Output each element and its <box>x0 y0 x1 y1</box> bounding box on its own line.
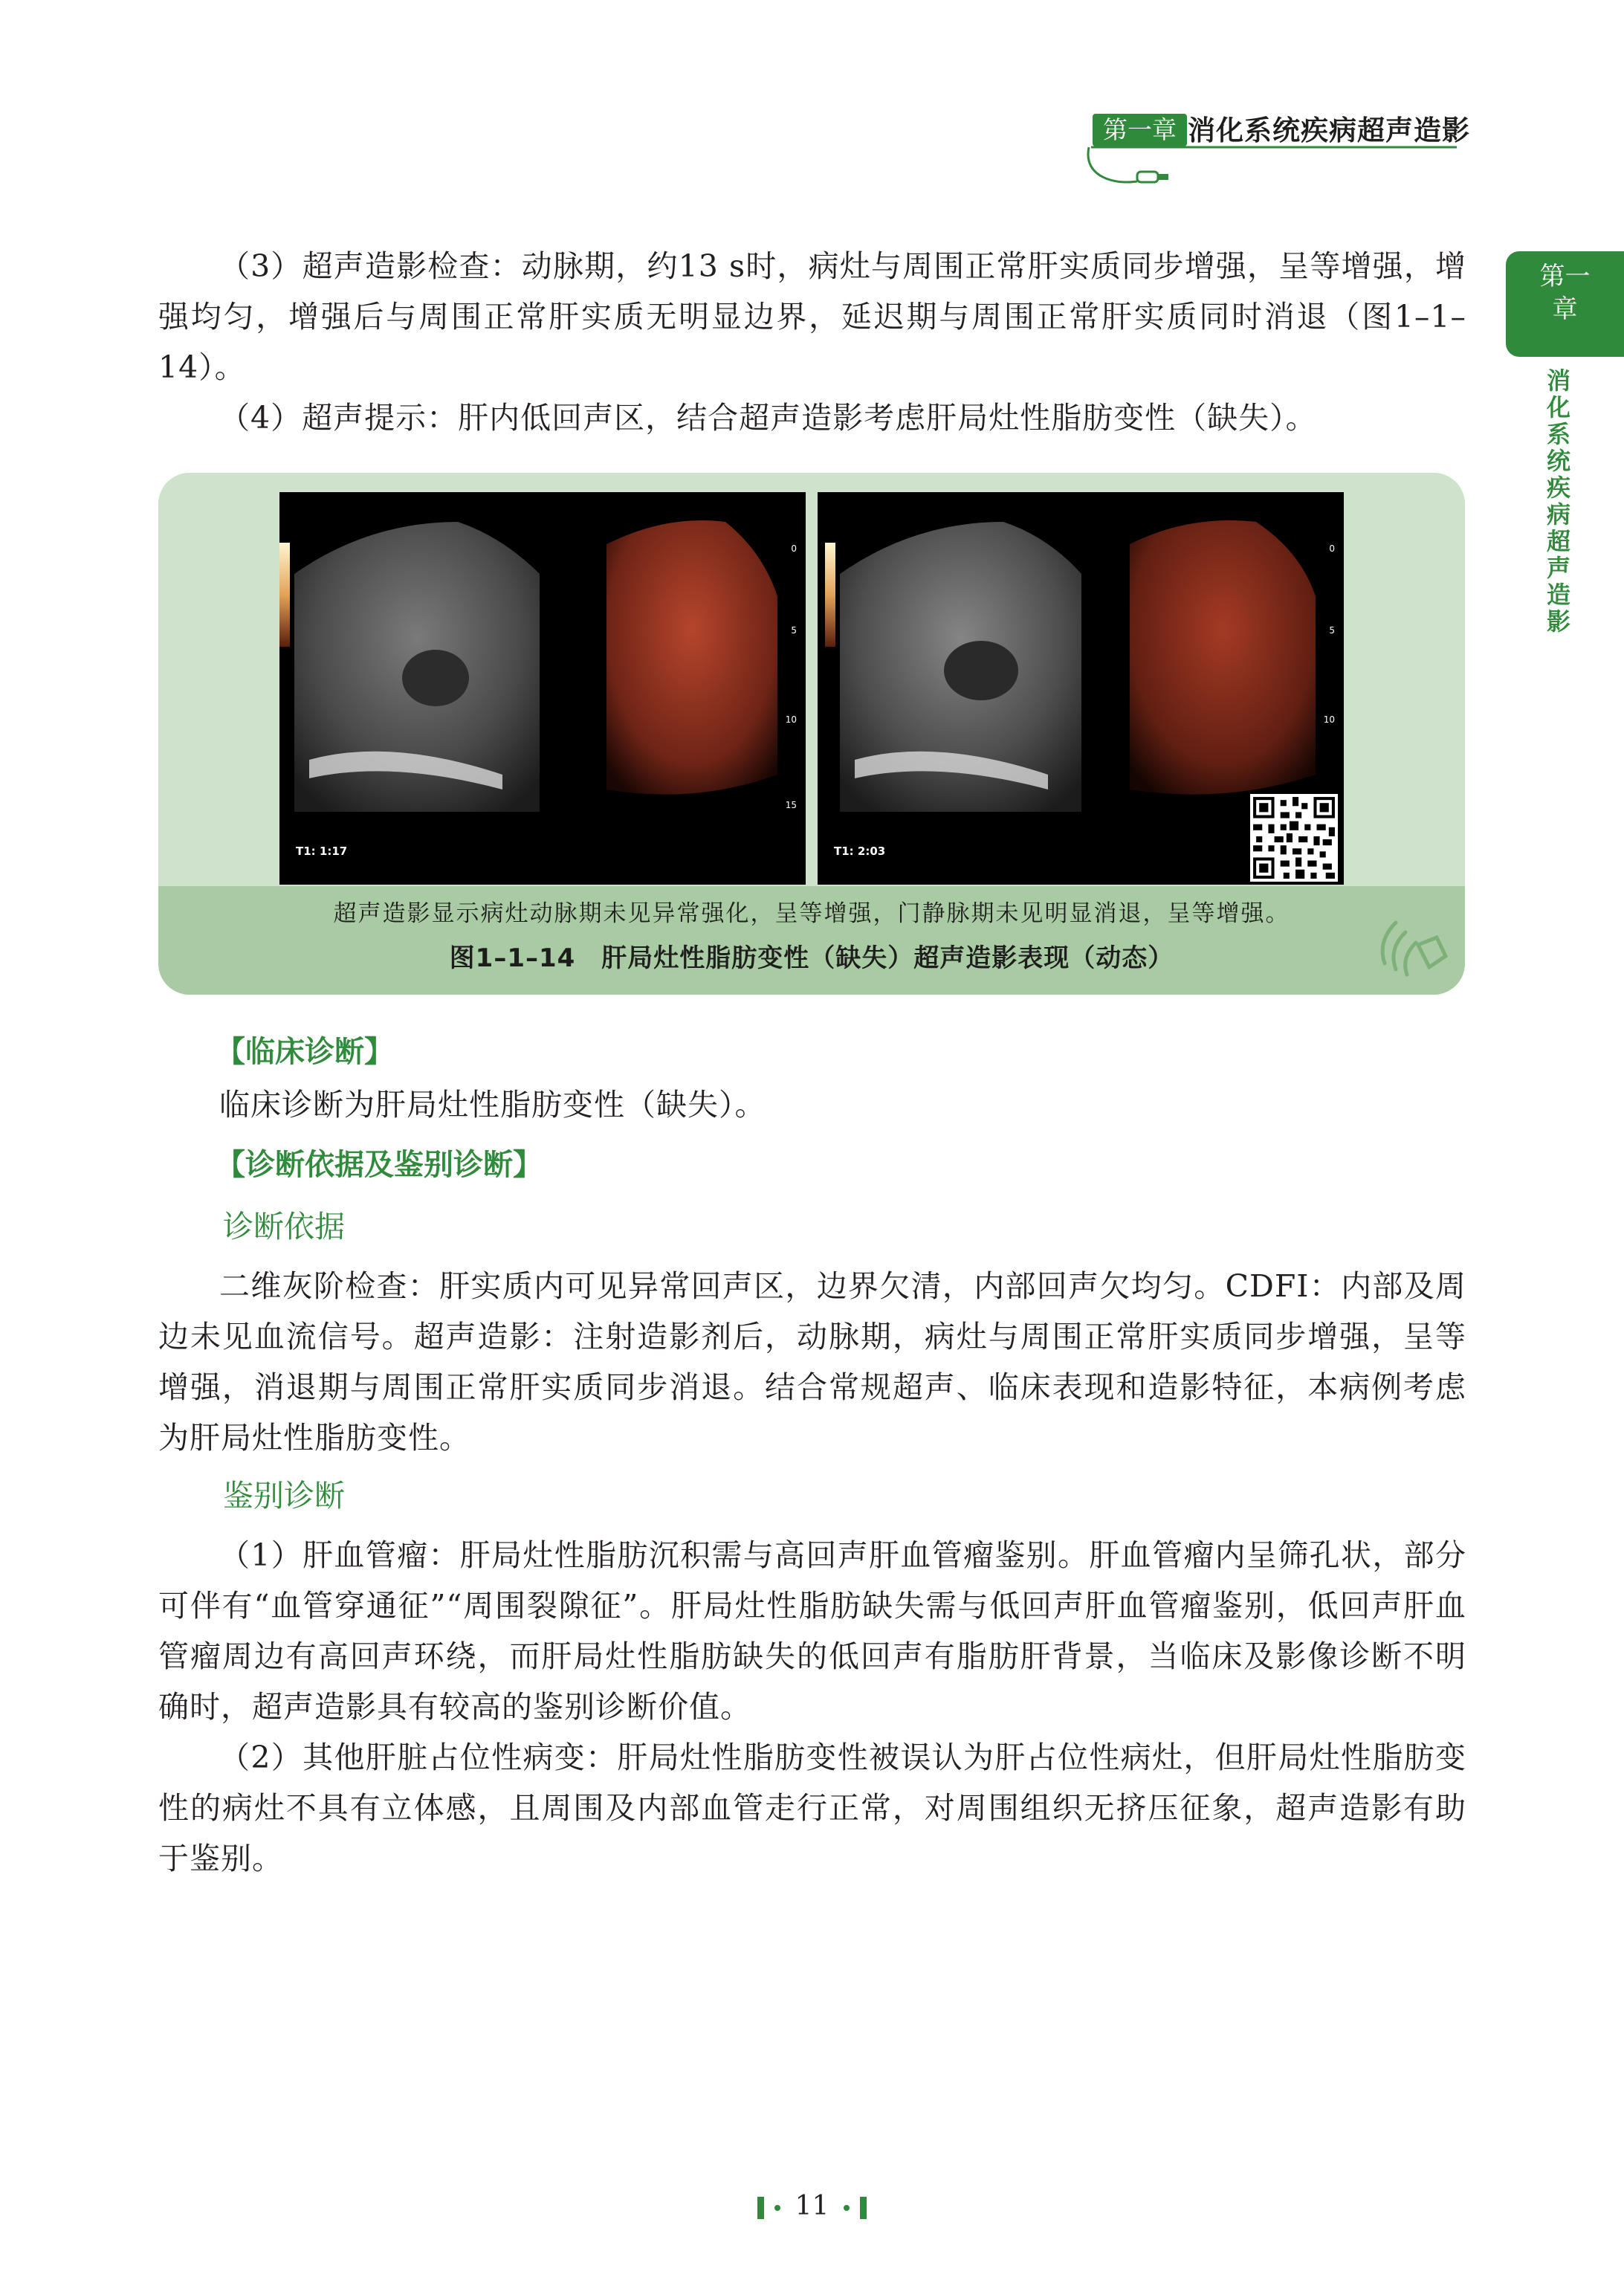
ultrasound-panel-left <box>279 492 806 885</box>
paragraph-clinical-diagnosis: 临床诊断为肝局灶性脂肪变性（缺失）。 <box>219 1087 766 1123</box>
page-number-dot-left <box>774 2205 780 2211</box>
section-heading-diagnosis: 【诊断依据及鉴别诊断】 <box>216 1148 543 1182</box>
depth-tick-left-15: 15 <box>785 800 797 810</box>
paragraph-diagnosis-basis: 二维灰阶检查：肝实质内可见异常回声区，边界欠清，内部回声欠均匀。CDFI：内部及周边未见血流信号。超声造影：注射造影剂后，动脉期，病灶与周围正常肝实质同步增强，呈等增强，消退期与周围正常肝实质同步消退。结合常规超声、临床表现和造影特征，本病例考虑为肝局灶性脂肪变性。 <box>158 1268 1466 1456</box>
figure-1-1-14 <box>158 473 1465 995</box>
depth-tick-right-10: 10 <box>1323 714 1335 725</box>
paragraph-ceus-exam: （3）超声造影检查：动脉期，约13 s时，病灶与周围正常肝实质同步增强，呈等增强，增强均匀，增强后与周围正常肝实质无明显边界，延迟期与周围正常肝实质同时消退（图1–1–14）。 <box>158 248 1466 385</box>
panel-label-right: T1: 2:03 <box>834 845 886 858</box>
depth-tick-left-0: 0 <box>791 543 797 554</box>
panel-label-left: T1: 1:17 <box>296 845 348 858</box>
page-number-dot-right <box>844 2205 850 2211</box>
ultrasound-image-left <box>279 492 806 885</box>
subheading-differential: 鉴别诊断 <box>223 1478 345 1514</box>
side-tab-line2: 章 <box>1552 294 1578 324</box>
paragraph-ultrasound-hint: （4）超声提示：肝内低回声区，结合超声造影考虑肝局灶性脂肪变性（缺失）。 <box>219 400 1317 436</box>
section-heading-clinical: 【临床诊断】 <box>216 1035 394 1069</box>
depth-tick-left-5: 5 <box>791 625 797 636</box>
ultrasound-probe-icon <box>1362 904 1452 986</box>
depth-tick-right-0: 0 <box>1329 543 1335 554</box>
page-number: 11 <box>795 2191 829 2221</box>
qr-code-icon[interactable] <box>1250 794 1338 882</box>
paragraph-differential-2: （2）其他肝脏占位性病变：肝局灶性脂肪变性被误认为肝占位性病灶，但肝局灶性脂肪变性的病灶不具有立体感，且周围及内部血管走行正常，对周围组织无挤压征象，超声造影有助于鉴别。 <box>158 1740 1466 1876</box>
chapter-tag: 第一章 <box>1093 114 1187 146</box>
page-footer <box>0 2184 1624 2229</box>
page-number-mark-left <box>757 2197 764 2219</box>
depth-tick-left-10: 10 <box>785 714 797 725</box>
running-header <box>1085 110 1472 192</box>
chapter-side-tab <box>1506 251 1624 357</box>
ultrasound-panel-right <box>818 492 1344 885</box>
subheading-diagnosis-basis: 诊断依据 <box>223 1209 345 1244</box>
figure-caption-note: 超声造影显示病灶动脉期未见异常强化，呈等增强，门静脉期未见明显消退，呈等增强。 <box>333 900 1290 927</box>
chapter-title: 消化系统疾病超声造影 <box>1188 114 1470 146</box>
side-tab-line1: 第一 <box>1539 262 1591 291</box>
page-number-mark-right <box>860 2197 867 2219</box>
paragraph-differential-1: （1）肝血管瘤：肝局灶性脂肪沉积需与高回声肝血管瘤鉴别。肝血管瘤内呈筛孔状，部分可伴有“血管穿通征”“周围裂隙征”。肝局灶性脂肪缺失需与低回声肝血管瘤鉴别，低回声肝血管瘤周边有高回声环绕，而肝局灶性脂肪缺失的低回声有脂肪肝背景，当临床及影像诊断不明确时，超声造影具有较高的鉴别诊断价值。 <box>158 1537 1466 1725</box>
side-vertical-title: 消化系统疾病超声造影 <box>1543 368 1571 636</box>
figure-caption-title: 图1–1–14 肝局灶性脂肪变性（缺失）超声造影表现（动态） <box>449 943 1174 973</box>
depth-tick-right-5: 5 <box>1329 625 1335 636</box>
